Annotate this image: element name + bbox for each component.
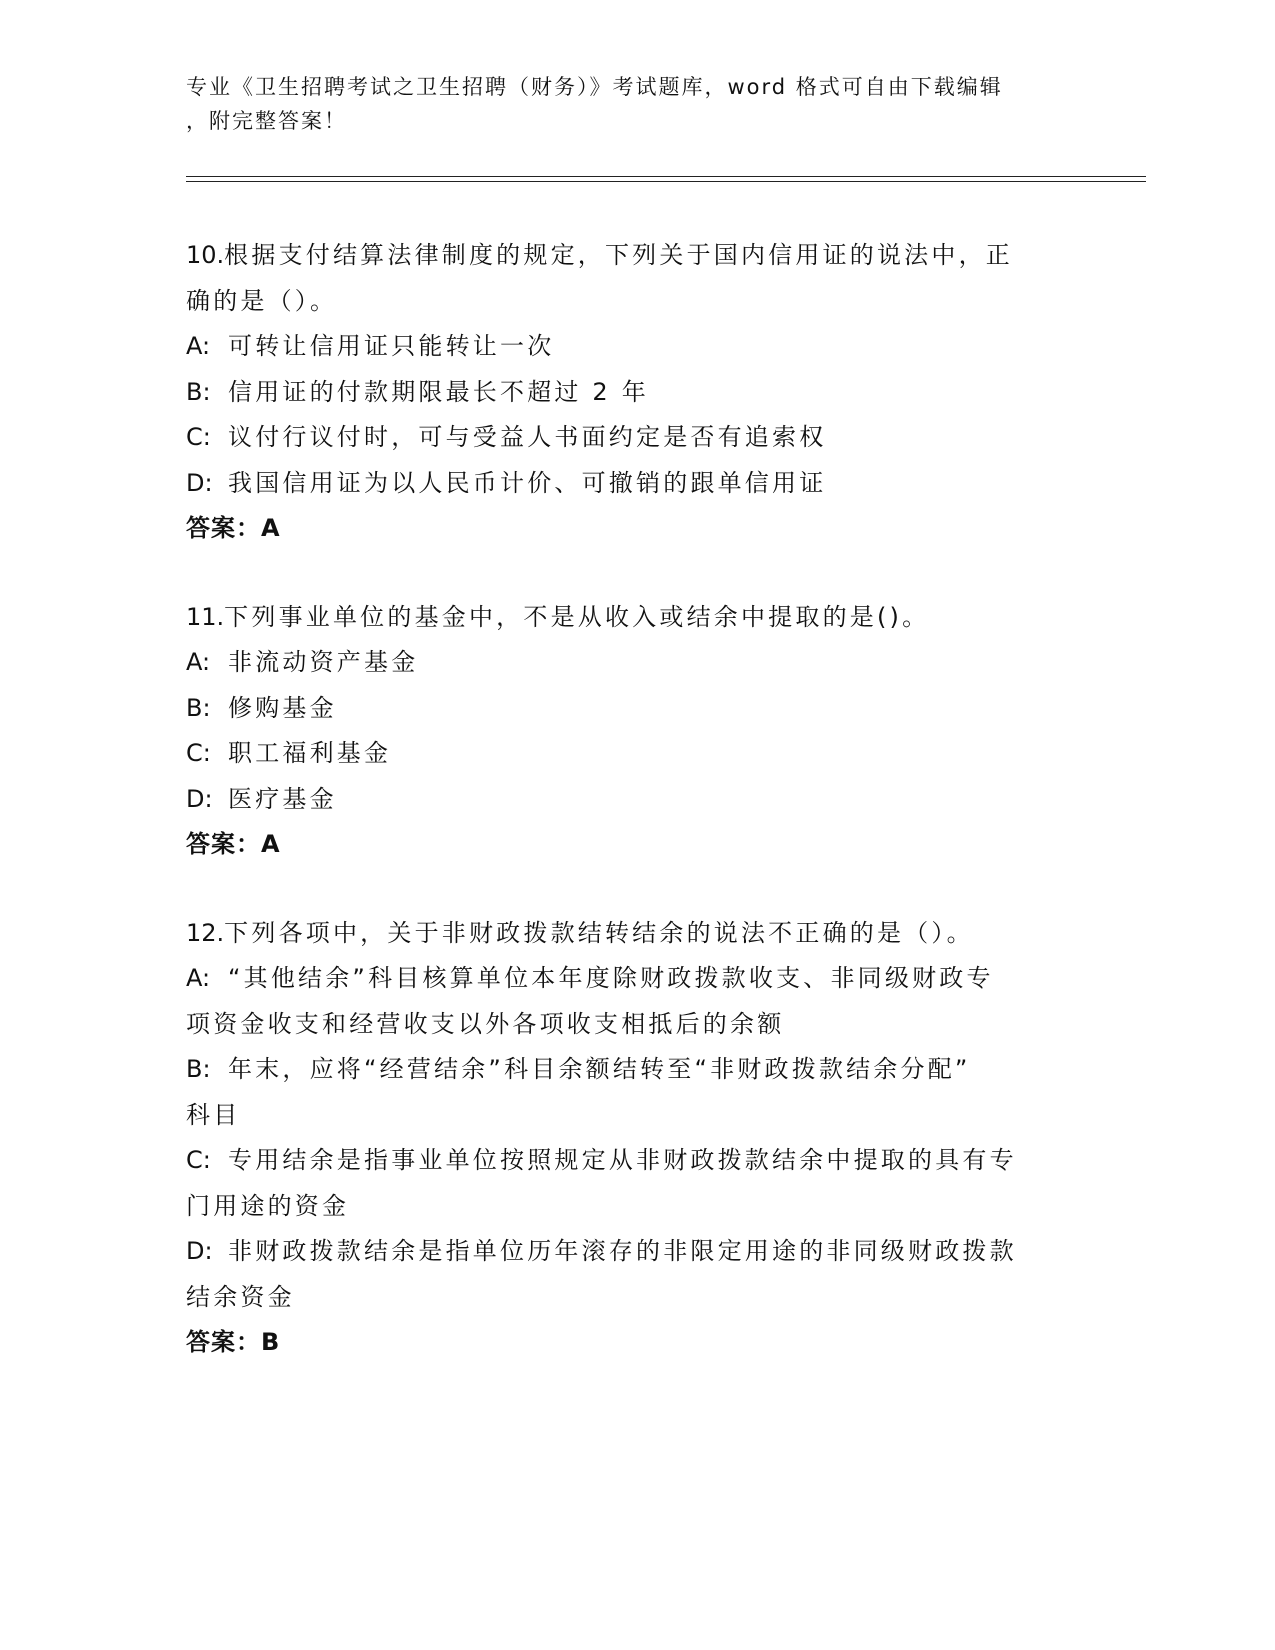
question-12 (186, 911, 1066, 1366)
option-b (186, 686, 1066, 732)
option-text: “其他结余”科目核算单位本年度除财政拨款收支、非同级财政专 (228, 964, 994, 992)
answer-value: A (261, 514, 281, 542)
document-header (186, 70, 1066, 138)
option-c (186, 731, 1066, 777)
option-letter: B: (186, 377, 211, 406)
option-c (186, 415, 1066, 461)
option-d (186, 461, 1066, 507)
option-letter: B: (186, 693, 211, 722)
option-letter: B: (186, 1055, 211, 1083)
answer-line (186, 822, 1066, 868)
option-d (186, 777, 1066, 823)
question-stem (186, 595, 1066, 641)
question-stem (186, 911, 1066, 957)
option-letter: A: (186, 332, 211, 360)
answer-label: 答案： (186, 830, 261, 858)
option-b (186, 370, 1066, 416)
question-number: 12. (186, 918, 225, 947)
option-letter: A: (186, 964, 211, 992)
option-letter: D: (186, 468, 213, 497)
option-a-continued: 项资金收支和经营收支以外各项收支相抵后的余额 (186, 1009, 785, 1038)
answer-label: 答案： (186, 1328, 261, 1356)
question-stem-line: 根据支付结算法律制度的规定，下列关于国内信用证的说法中，正 (224, 241, 1013, 269)
option-text: 信用证的付款期限最长不超过 2 年 (228, 377, 649, 406)
option-text: 职工福利基金 (228, 739, 392, 767)
answer-value: A (261, 830, 281, 858)
question-list (186, 233, 1066, 1409)
answer-value: B (261, 1328, 281, 1356)
option-letter: D: (186, 784, 213, 813)
option-d (186, 1229, 1066, 1275)
option-text: 年末，应将“经营结余”科目余额结转至“非财政拨款结余分配” (228, 1055, 971, 1083)
question-stem (186, 233, 1066, 279)
question-11 (186, 595, 1066, 868)
question-stem-line: 确的是（）。 (186, 286, 338, 315)
header-divider-top (186, 176, 1146, 177)
option-d-continued: 结余资金 (186, 1282, 295, 1311)
option-a (186, 956, 1066, 1002)
question-number: 11. (186, 602, 225, 631)
question-stem-line: 下列事业单位的基金中，不是从收入或结余中提取的是()。 (224, 602, 930, 631)
header-text-line-2: ，附完整答案！ (186, 109, 347, 133)
option-a (186, 324, 1066, 370)
option-text: 专用结余是指事业单位按照规定从非财政拨款结余中提取的具有专 (228, 1146, 1017, 1174)
option-a (186, 640, 1066, 686)
option-c-continued: 门用途的资金 (186, 1191, 350, 1220)
header-text-line-1: 专业《卫生招聘考试之卫生招聘（财务）》考试题库，word 格式可自由下载编辑 (186, 75, 1003, 99)
option-text: 非财政拨款结余是指单位历年滚存的非限定用途的非同级财政拨款 (228, 1237, 1017, 1265)
option-text: 医疗基金 (228, 784, 337, 813)
option-letter: C: (186, 1146, 211, 1174)
option-b (186, 1047, 1066, 1093)
answer-line (186, 1320, 1066, 1366)
answer-line (186, 506, 1066, 552)
option-letter: A: (186, 648, 211, 676)
option-text: 非流动资产基金 (228, 648, 419, 676)
option-letter: C: (186, 739, 211, 767)
option-letter: D: (186, 1237, 213, 1265)
header-divider-bottom (186, 181, 1146, 182)
option-text: 议付行议付时，可与受益人书面约定是否有追索权 (228, 423, 827, 451)
option-text: 可转让信用证只能转让一次 (228, 332, 555, 360)
option-letter: C: (186, 423, 211, 451)
option-c (186, 1138, 1066, 1184)
option-text: 修购基金 (228, 693, 337, 722)
option-text: 我国信用证为以人民币计价、可撤销的跟单信用证 (228, 468, 827, 497)
question-stem-line: 下列各项中，关于非财政拨款结转结余的说法不正确的是（）。 (224, 918, 974, 947)
question-10 (186, 233, 1066, 552)
question-number: 10. (186, 241, 225, 269)
option-b-continued: 科目 (186, 1100, 241, 1129)
answer-label: 答案： (186, 514, 261, 542)
